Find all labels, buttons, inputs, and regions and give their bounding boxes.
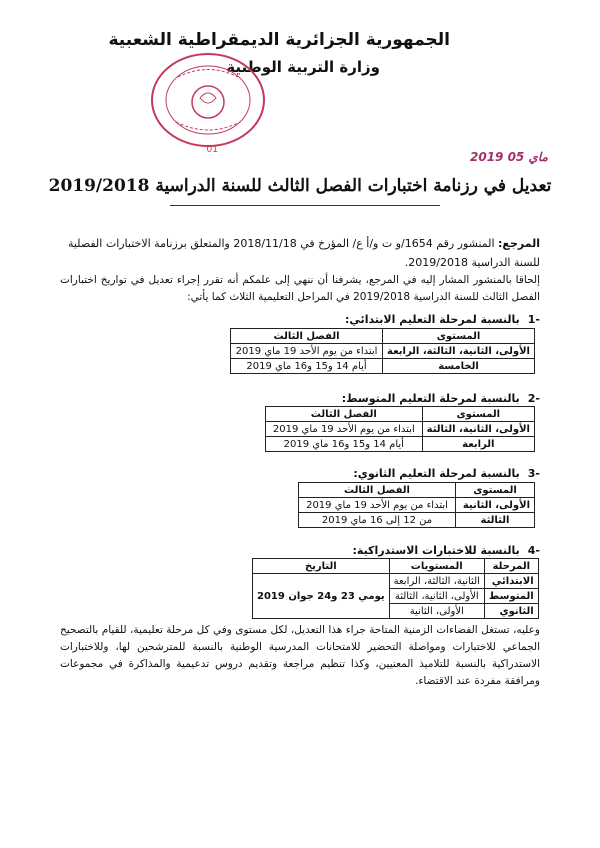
title-underline [170,205,440,206]
section-heading: -3بالنسبة لمرحلة التعليم الثانوي: [353,467,540,480]
table-row: الخامسة أيام 14 و15 و16 ماي 2019 [231,359,535,374]
table-row: الابتدائي الثانية، الثالثة، الرابعة يومي 23 و24 جوان 2019 [253,574,539,589]
table-header-row: المرحلة المستويات التاريخ [253,559,539,574]
document-title: تعديل في رزنامة اختبارات الفصل الثالث للسنة الدراسية 2019/2018 [48,176,552,196]
closing-paragraph: وعليه، تستغل الفضاءات الزمنية المتاحة جراء هذا التعديل، لكل مستوى وفي كل مرحلة تعليمية، للقيام بالتصحيح الجماعي للاختبارات ومواصلة التحضير للامتحانات المدرسية الوطنية بالنسبة للمترشحين لها، وللاختبارات الاستدراكية بالنسبة للتلاميذ المعنيين، وكذا تنظيم مراجعة وتقديم دروس تدعيمية والمذاكرة في مجموعات ومرافقة مفردة عند الاقتضاء. [60,624,540,687]
table-header-row: المستوى الفصل الثالث [231,329,535,344]
reference-label: المرجع: [498,237,540,250]
ministry-header: وزارة التربية الوطنية [226,58,380,76]
table-row: الرابعة أيام 14 و15 و16 ماي 2019 [266,437,535,452]
makeup-date: يومي 23 و24 جوان 2019 [253,574,390,619]
intro-paragraph: إلحاقا بالمنشور المشار إليه في المرجع، يشرفنا أن ننهي إلى علمكم أنه تقرر إجراء تعديل في تواريخ اختبارات الفصل الثالث للسنة الدراسية 2019/2018 في المراحل التعليمية الثلاث كما يأتي: [60,274,540,303]
table-header-row: المستوى الفصل الثالث [266,407,535,422]
table-row: الأولى، الثانية، الثالثة، الرابعة ابتداء من يوم الأحد 19 ماي 2019 [231,344,535,359]
makeup-exams-table [252,558,539,619]
table-header-row: المستوى الفصل الثالث [299,483,535,498]
table-row: الثالثة من 12 إلى 16 ماي 2019 [299,513,535,528]
section-heading: -1بالنسبة لمرحلة التعليم الابتدائي: [345,313,540,326]
reference-block [60,234,540,272]
stamp-number: 01 [206,145,218,155]
official-seal-icon [148,52,268,157]
secondary-table [298,482,535,528]
table-row: الأولى، الثانية ابتداء من يوم الأحد 19 ماي 2019 [299,498,535,513]
reference-text: المنشور رقم 1654/و ت و/أ ع/ المؤرخ في 2018/11/18 والمتعلق برزنامة الاختبارات الفصلية للسنة الدراسية 2019/2018. [67,237,540,269]
republic-header: الجمهورية الجزائرية الديمقراطية الشعبية [108,30,450,50]
document-date: 2019 ماي 05 [470,150,548,164]
primary-table [230,328,535,374]
table-row: الأولى، الثانية، الثالثة ابتداء من يوم الأحد 19 ماي 2019 [266,422,535,437]
table-row: الثانوي الأولى، الثانية [253,604,539,619]
middle-table [265,406,535,452]
section-heading: -2بالنسبة لمرحلة التعليم المتوسط: [341,392,540,405]
section-heading: -4بالنسبة للاختبارات الاستدراكية: [352,544,540,557]
table-row: المتوسط الأولى، الثانية، الثالثة [253,589,539,604]
